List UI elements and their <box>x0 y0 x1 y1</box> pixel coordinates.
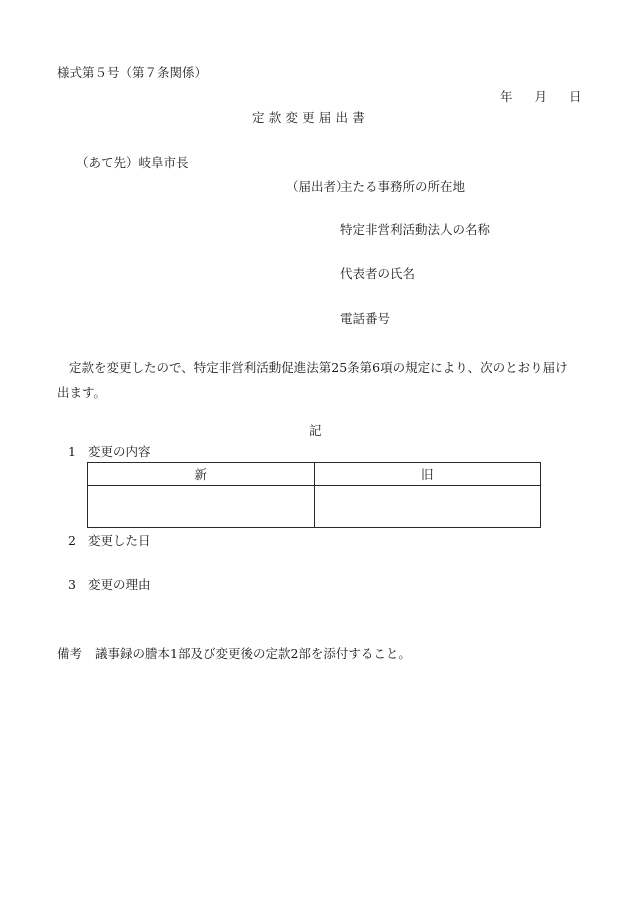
document-title: 定款変更届出書 <box>252 110 369 125</box>
date-day: 日 <box>569 89 582 104</box>
header-old: 旧 <box>314 463 541 486</box>
body-text: 定款を変更したので、特定非営利活動促進法第25条第6項の規定により、次のとおり届け出ます。 <box>57 360 568 400</box>
item-change-date <box>68 535 151 548</box>
date-month: 月 <box>534 89 548 104</box>
item-change-reason <box>68 579 151 592</box>
item-number: 2 <box>68 533 76 548</box>
field-phone-number: 電話番号 <box>340 311 391 326</box>
change-table <box>87 462 541 528</box>
remarks-note <box>57 648 411 661</box>
cell-old[interactable] <box>314 486 541 528</box>
header-new: 新 <box>88 463 315 486</box>
form-number: 様式第５号（第７条関係） <box>57 65 208 80</box>
remarks-label: 備考 <box>57 646 83 661</box>
field-office-address: 主たる事務所の所在地 <box>340 179 466 194</box>
item-number: 3 <box>68 577 76 592</box>
remarks-text: 議事録の謄本1部及び変更後の定款2部を添付すること。 <box>95 646 411 661</box>
item-change-content <box>68 446 151 459</box>
ki-heading: 記 <box>309 423 322 438</box>
field-corporation-name: 特定非営利活動法人の名称 <box>340 222 491 237</box>
submitter-label: （届出者） <box>286 179 349 194</box>
date-year: 年 <box>500 89 513 104</box>
addressee: （あて先）岐阜市長 <box>76 155 189 170</box>
item-label: 変更した日 <box>88 533 151 548</box>
date-line <box>500 91 582 104</box>
field-representative-name: 代表者の氏名 <box>340 266 416 281</box>
item-number: 1 <box>68 444 76 459</box>
item-label: 変更の理由 <box>88 577 151 592</box>
cell-new[interactable] <box>88 486 315 528</box>
item-label: 変更の内容 <box>88 444 151 459</box>
